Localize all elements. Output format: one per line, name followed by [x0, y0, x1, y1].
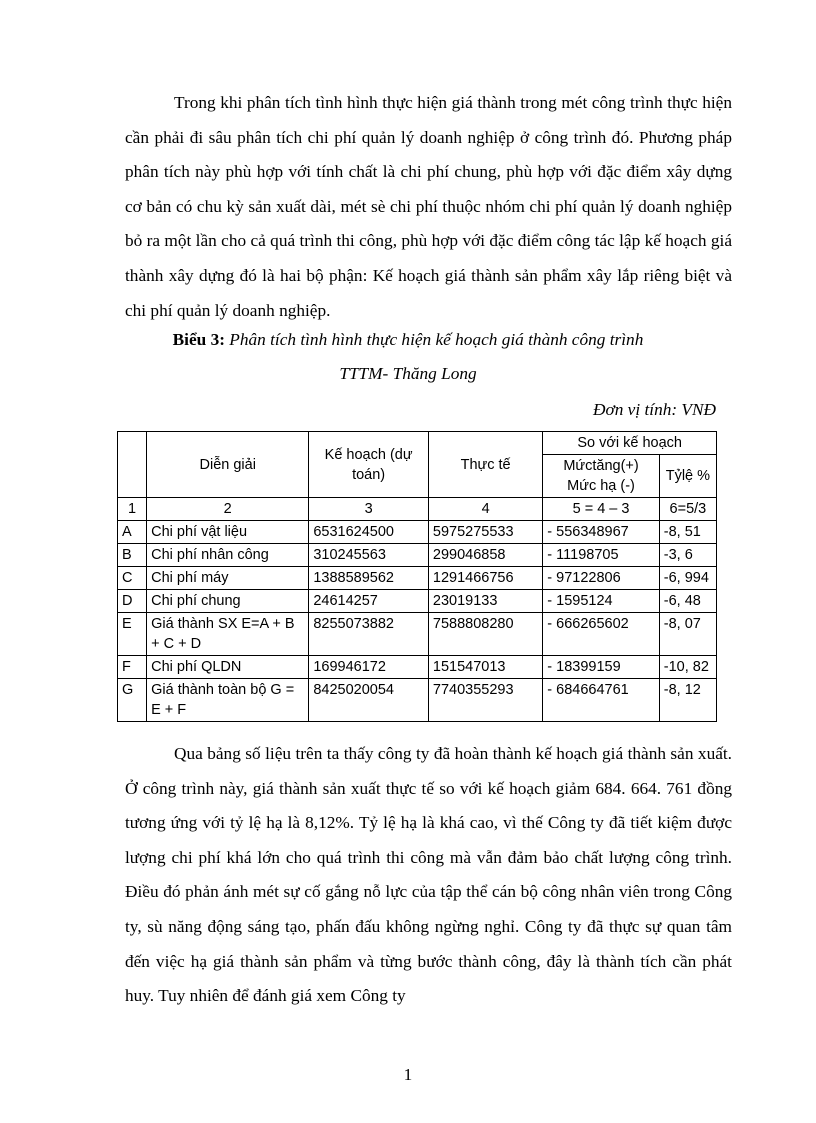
- header-actual: Thực tế: [428, 432, 542, 498]
- row-diff: - 666265602: [543, 613, 659, 656]
- header-diff: Mứctăng(+) Mức hạ (-): [543, 455, 659, 498]
- unit-label: Đơn vị tính: VNĐ: [593, 400, 716, 419]
- row-description: Chi phí máy: [147, 567, 309, 590]
- row-description: Giá thành SX E=A + B + C + D: [147, 613, 309, 656]
- row-plan: 169946172: [309, 656, 429, 679]
- page-number: 1: [403, 1065, 413, 1084]
- row-pct: -10, 82: [659, 656, 716, 679]
- row-description: Chi phí vật liệu: [147, 521, 309, 544]
- table-row: [118, 613, 717, 656]
- row-actual: 7740355293: [428, 679, 542, 722]
- row-actual: 299046858: [428, 544, 542, 567]
- cost-analysis-table: [117, 431, 717, 722]
- header-compare: So với kế hoạch: [543, 432, 717, 455]
- table-row: [118, 544, 717, 567]
- row-diff: - 11198705: [543, 544, 659, 567]
- row-plan: 6531624500: [309, 521, 429, 544]
- column-number: 1: [118, 498, 147, 521]
- row-pct: -8, 51: [659, 521, 716, 544]
- row-actual: 5975275533: [428, 521, 542, 544]
- row-description: Giá thành toàn bộ G = E + F: [147, 679, 309, 722]
- table-row: [118, 590, 717, 613]
- column-number-row: [118, 498, 717, 521]
- row-description: Chi phí QLDN: [147, 656, 309, 679]
- caption-subtitle: TTTM- Thăng Long: [339, 364, 477, 383]
- row-description: Chi phí chung: [147, 590, 309, 613]
- row-plan: 8255073882: [309, 613, 429, 656]
- caption-label: Biểu 3:: [172, 330, 225, 349]
- row-actual: 7588808280: [428, 613, 542, 656]
- row-actual: 23019133: [428, 590, 542, 613]
- row-index: F: [118, 656, 147, 679]
- row-index: C: [118, 567, 147, 590]
- row-index: G: [118, 679, 147, 722]
- header-plan: Kế hoạch (dự toán): [309, 432, 429, 498]
- table-row: [118, 521, 717, 544]
- row-index: E: [118, 613, 147, 656]
- column-number: 3: [309, 498, 429, 521]
- header-index: [118, 432, 147, 498]
- row-plan: 1388589562: [309, 567, 429, 590]
- column-number: 5 = 4 – 3: [543, 498, 659, 521]
- header-pct: Tỷlệ %: [659, 455, 716, 498]
- row-diff: - 18399159: [543, 656, 659, 679]
- table-caption: [0, 330, 816, 350]
- table-row: [118, 656, 717, 679]
- row-plan: 310245563: [309, 544, 429, 567]
- row-actual: 151547013: [428, 656, 542, 679]
- row-diff: - 1595124: [543, 590, 659, 613]
- row-pct: -3, 6: [659, 544, 716, 567]
- column-number: 6=5/3: [659, 498, 716, 521]
- row-plan: 24614257: [309, 590, 429, 613]
- row-plan: 8425020054: [309, 679, 429, 722]
- row-pct: -8, 12: [659, 679, 716, 722]
- table-row: [118, 679, 717, 722]
- row-actual: 1291466756: [428, 567, 542, 590]
- row-diff: - 556348967: [543, 521, 659, 544]
- row-pct: -8, 07: [659, 613, 716, 656]
- row-index: D: [118, 590, 147, 613]
- row-index: A: [118, 521, 147, 544]
- conclusion-paragraph: Qua bảng số liệu trên ta thấy công ty đã hoàn thành kế hoạch giá thành sản xuất. Ở công trình này, giá thành sản xuất thực tế so với kế hoạch giảm 684. 664. 761 đồng tương ứng với tỷ lệ hạ là 8,12%. Tỷ lệ hạ là khá cao, vì thế Công ty đã tiết kiệm được lượng chi phí khá lớn cho quá trình thi công mà vẫn đảm bảo chất lượng công trình. Điều đó phản ánh mét sự cố gắng nỗ lực của tập thể cán bộ công nhân viên trong Công ty, sù năng động sáng tạo, phấn đấu không ngừng nghỉ. Công ty đã thực sự quan tâm đến việc hạ giá thành sản phẩm và từng bước thành công, đây là thành tích cần phát huy. Tuy nhiên để đánh giá xem Công ty: [125, 744, 732, 1006]
- header-description: Diễn giải: [147, 432, 309, 498]
- row-pct: -6, 48: [659, 590, 716, 613]
- table-row: [118, 567, 717, 590]
- row-diff: - 97122806: [543, 567, 659, 590]
- intro-paragraph: Trong khi phân tích tình hình thực hiện giá thành trong mét công trình thực hiện cần phải đi sâu phân tích chi phí quản lý doanh nghiệp ở công trình đó. Phương pháp phân tích này phù hợp với tính chất là chi phí chung, phù hợp với đặc điểm xây dựng cơ bản có chu kỳ sản xuất dài, mét sè chi phí thuộc nhóm chi phí quản lý doanh nghiệp bỏ ra một lần cho cả quá trình thi công, phù hợp với đặc điểm công tác lập kế hoạch giá thành xây dựng đó là hai bộ phận: Kế hoạch giá thành sản phẩm xây lắp riêng biệt và chi phí quản lý doanh nghiệp.: [125, 93, 732, 320]
- row-pct: -6, 994: [659, 567, 716, 590]
- column-number: 2: [147, 498, 309, 521]
- row-description: Chi phí nhân công: [147, 544, 309, 567]
- row-diff: - 684664761: [543, 679, 659, 722]
- caption-title: Phân tích tình hình thực hiện kế hoạch giá thành công trình: [229, 330, 644, 349]
- column-number: 4: [428, 498, 542, 521]
- row-index: B: [118, 544, 147, 567]
